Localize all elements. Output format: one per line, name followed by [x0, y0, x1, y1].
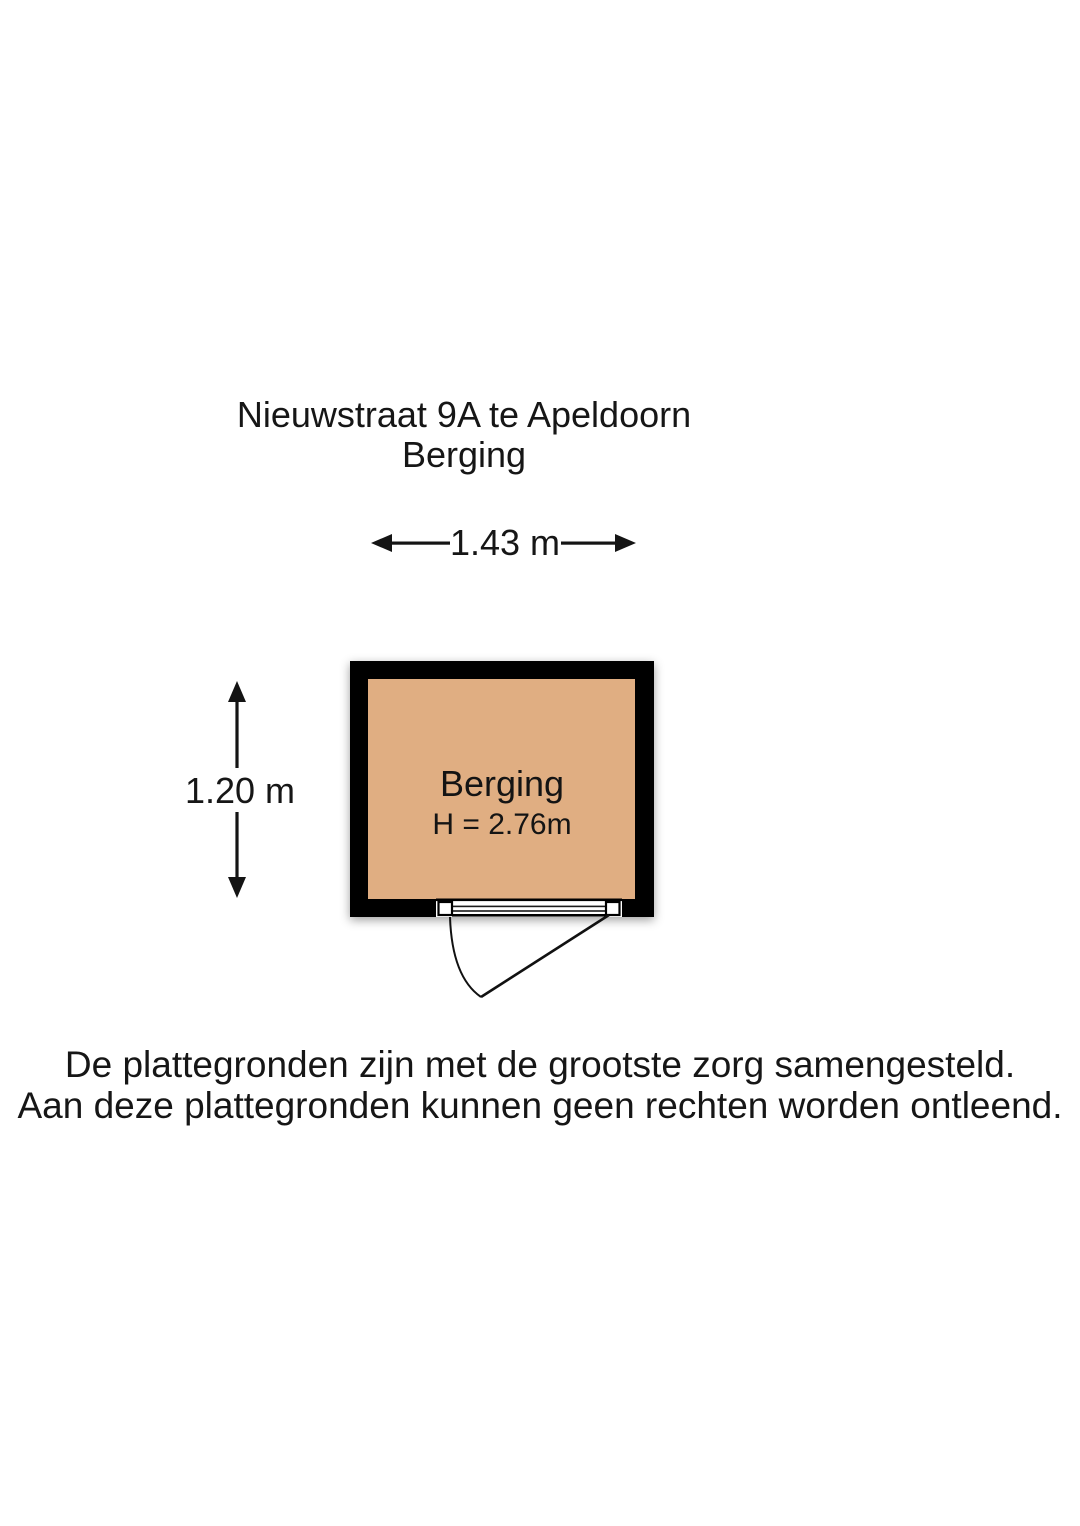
arrow-down-icon — [228, 877, 246, 898]
threshold-line — [436, 899, 622, 902]
title-floor-name: Berging — [401, 434, 527, 475]
depth-dimension-label: 1.20 m — [184, 770, 296, 811]
page-title — [64, 395, 864, 475]
disclaimer-line-2: Aan deze plattegronden kunnen geen rechten worden ontleend. — [17, 1085, 1063, 1126]
disclaimer-line-1: De plattegronden zijn met de grootste zorg samengesteld. — [64, 1044, 1016, 1085]
arrow-up-icon — [228, 681, 246, 702]
title-address: Nieuwstraat 9A te Apeldoorn — [236, 394, 692, 435]
door-opening — [436, 899, 622, 918]
room-name-label: Berging — [439, 763, 565, 804]
door-leaf — [481, 915, 609, 997]
door-swing — [450, 915, 609, 997]
door-jamb-right — [606, 902, 620, 915]
door-jamb-left — [439, 902, 453, 915]
dimension-line — [235, 700, 238, 768]
threshold-line — [452, 906, 606, 908]
arrow-right-icon — [615, 534, 636, 552]
arrow-left-icon — [371, 534, 392, 552]
disclaimer — [0, 1044, 1080, 1126]
threshold-line — [452, 914, 606, 917]
dimension-line — [235, 812, 238, 878]
door-swing-arc — [450, 917, 481, 997]
width-dimension-label: 1.43 m — [449, 522, 561, 563]
threshold-line — [452, 910, 606, 912]
room-ceiling-height-label: H = 2.76m — [432, 808, 572, 841]
